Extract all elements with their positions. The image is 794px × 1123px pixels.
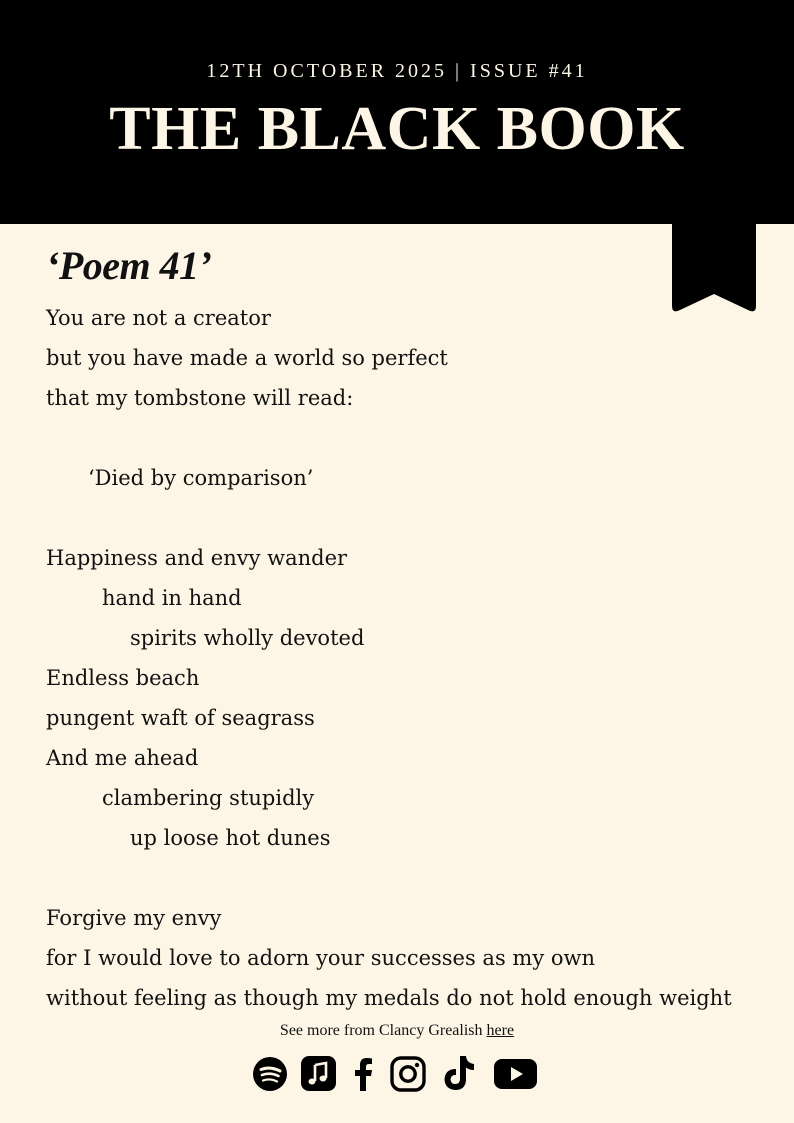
poem-line: You are not a creator <box>46 306 271 330</box>
poem-line: Forgive my envy <box>46 906 222 930</box>
poem-line: for I would love to adorn your successes as my own <box>46 946 596 970</box>
masthead <box>0 0 794 224</box>
poem-line: Happiness and envy wander <box>46 546 348 570</box>
footer-credit <box>0 1022 794 1040</box>
poem-line: that my tombstone will read: <box>46 386 354 410</box>
issue-date-line: 12TH OCTOBER 2025 | ISSUE #41 <box>206 60 588 82</box>
social-links <box>0 1055 794 1095</box>
poem-line: but you have made a world so perfect <box>46 346 448 370</box>
spotify-icon[interactable] <box>253 1057 287 1091</box>
apple-music-icon[interactable] <box>301 1056 336 1091</box>
footer-credit-text: See more from Clancy Grealish <box>279 1022 483 1039</box>
poem-line <box>46 858 766 898</box>
poem-line: clambering stupidly <box>102 786 315 810</box>
poem-line: up loose hot dunes <box>130 826 331 850</box>
poem-line: without feeling as though my medals do not hold enough weight <box>46 986 732 1010</box>
poem-line <box>46 418 766 458</box>
poem-line <box>46 498 766 538</box>
poem-line: ‘Died by comparison’ <box>88 466 314 490</box>
poem-line: Endless beach <box>46 666 200 690</box>
instagram-icon[interactable] <box>390 1056 426 1092</box>
poem-line: pungent waft of seagrass <box>46 706 315 730</box>
youtube-icon[interactable] <box>494 1059 537 1089</box>
more-link[interactable]: here <box>486 1022 515 1039</box>
poem-line: hand in hand <box>102 586 242 610</box>
poem-body <box>46 298 766 1018</box>
tiktok-icon[interactable] <box>443 1055 475 1091</box>
facebook-icon[interactable] <box>352 1057 374 1091</box>
poem-line: spirits wholly devoted <box>130 626 365 650</box>
poem-title: ‘Poem 41’ <box>46 243 212 288</box>
poem-line: And me ahead <box>46 746 199 770</box>
newsletter-title: THE BLACK BOOK <box>109 95 685 163</box>
